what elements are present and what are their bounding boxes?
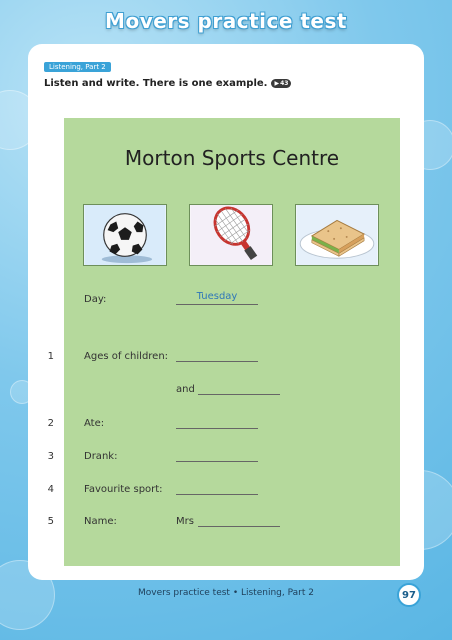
tennis-racket-picture [189, 204, 273, 266]
football-picture [83, 204, 167, 266]
instructions-text: Listen and write. There is one example. [44, 78, 268, 89]
answer-line[interactable] [176, 484, 258, 495]
page-number: 97 [397, 583, 421, 607]
sandwich-icon [296, 205, 378, 265]
answer-prefix: Mrs [176, 516, 194, 527]
example-label: Day: [84, 294, 107, 305]
question-number: 1 [47, 351, 54, 362]
question-number: 3 [47, 451, 54, 462]
question-number: 5 [47, 516, 54, 527]
poster [47, 118, 400, 566]
question-number: 4 [47, 484, 54, 495]
question-label: Ages of children: [84, 351, 169, 362]
question-label: Name: [84, 516, 117, 527]
answer-line[interactable] [198, 516, 280, 527]
audio-track-number: 43 [280, 80, 289, 87]
answer-prefix: and [176, 384, 195, 395]
section-tag: Listening, Part 2 [44, 62, 111, 72]
speaker-icon: ▶ [274, 80, 280, 87]
question-number: 2 [47, 418, 54, 429]
answer-line[interactable] [176, 451, 258, 462]
question-label: Ate: [84, 418, 105, 429]
sandwich-picture [295, 204, 379, 266]
tennis-racket-icon [190, 205, 272, 265]
example-answer: Tuesday [196, 291, 238, 302]
answer-line[interactable] [198, 384, 280, 395]
poster-title: Morton Sports Centre [124, 146, 340, 170]
instructions [44, 78, 291, 89]
audio-track-badge[interactable] [271, 79, 291, 88]
question-label: Favourite sport: [84, 484, 163, 495]
page-title: Movers practice test [105, 9, 347, 33]
football-icon [84, 205, 166, 265]
worksheet-page [28, 44, 424, 580]
answer-line[interactable] [176, 351, 258, 362]
page-footer: Movers practice test • Listening, Part 2 [138, 588, 314, 598]
question-label: Drank: [84, 451, 118, 462]
answer-line[interactable] [176, 418, 258, 429]
